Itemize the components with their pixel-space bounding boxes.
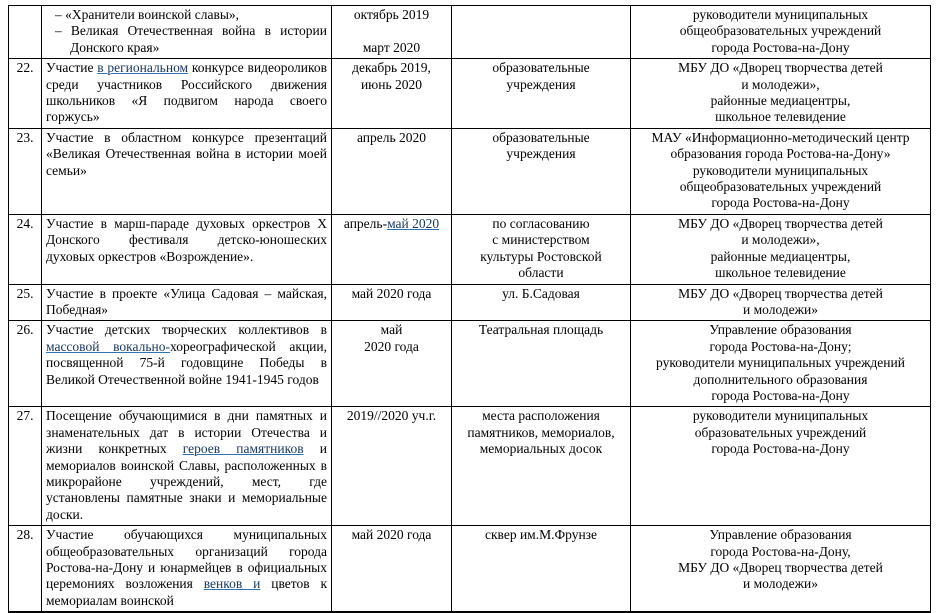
text-segment: май 2020 года bbox=[351, 285, 432, 301]
text-segment: руководители муниципальных bbox=[692, 162, 869, 178]
text-segment: Посещение обучающимися в дни памятных и знаменательных дат в истории Отечества и жизни конкретных bbox=[46, 408, 327, 457]
text-segment: города Ростова-на-Дону bbox=[711, 387, 850, 403]
text-segment: культуры Ростовской bbox=[480, 248, 602, 264]
text-segment: апрель 2020 bbox=[356, 129, 427, 145]
text-line bbox=[336, 286, 447, 302]
text-line bbox=[635, 40, 926, 56]
text-line bbox=[635, 232, 926, 248]
text-segment: города Ростова-на-Дону bbox=[711, 195, 850, 211]
text-line bbox=[635, 77, 926, 93]
text-line bbox=[635, 372, 926, 388]
table-row bbox=[9, 407, 931, 526]
text-line bbox=[456, 441, 626, 457]
text-line bbox=[456, 322, 626, 338]
text-segment: 2020 года bbox=[364, 338, 419, 354]
table-row bbox=[9, 6, 931, 59]
activity-plan-table bbox=[8, 5, 931, 613]
text-line bbox=[456, 527, 626, 543]
dates-cell bbox=[332, 59, 452, 129]
text-segment: мемориальных досок bbox=[479, 441, 603, 457]
text-line bbox=[456, 265, 626, 281]
text-line bbox=[336, 322, 447, 338]
text-segment: 2019//2020 уч.г. bbox=[346, 408, 437, 424]
table-row bbox=[9, 321, 931, 407]
text-line bbox=[336, 216, 447, 232]
text-segment: учреждения bbox=[506, 146, 576, 162]
text-segment: Участие в марш-параде духовых оркестров Х Донского фестиваля детско-юношеских духовых оркестров «Возрождение». bbox=[46, 215, 327, 264]
table-row bbox=[9, 214, 931, 284]
text-segment: учреждения bbox=[506, 76, 576, 92]
activity-cell bbox=[42, 6, 332, 59]
text-line bbox=[635, 527, 926, 543]
place-cell bbox=[452, 128, 631, 214]
responsible-cell bbox=[631, 321, 931, 407]
text-segment: конкурсе видеороликов среди участников Российского движения школьников «Я подвигом народа своего горжусь» bbox=[46, 60, 327, 125]
text-segment: руководители муниципальных учреждений bbox=[656, 355, 905, 371]
text-segment: Управление образования bbox=[709, 527, 852, 543]
row-number-cell: 28. bbox=[9, 526, 42, 613]
text-line bbox=[336, 130, 447, 146]
activity-cell bbox=[42, 321, 332, 407]
text-segment: июнь 2020 bbox=[360, 76, 423, 92]
activity-cell bbox=[42, 59, 332, 129]
text-segment: Управление образования bbox=[709, 322, 852, 338]
text-line bbox=[456, 408, 626, 424]
responsible-cell bbox=[631, 214, 931, 284]
text-segment: МАУ «Информационно-методический центр bbox=[651, 129, 910, 145]
text-segment: образования города Ростова-на-Дону» bbox=[670, 146, 891, 162]
text-line bbox=[456, 60, 626, 76]
dates-cell bbox=[332, 128, 452, 214]
text-line bbox=[336, 527, 447, 543]
inserted-text-segment: в региональном bbox=[97, 60, 189, 76]
text-line bbox=[336, 77, 447, 93]
text-segment: общеобразовательных учреждений bbox=[679, 23, 882, 39]
text-line bbox=[635, 109, 926, 125]
text-segment: хореографической акции, посвященной 75-й годовщине Победы в Великой Отечественной войне 1941-1945 годов bbox=[46, 338, 327, 387]
text-segment: образовательных учреждений bbox=[694, 424, 867, 440]
text-segment: май 2020 года bbox=[351, 527, 432, 543]
row-number-cell: 25. bbox=[9, 284, 42, 321]
text-segment: МБУ ДО «Дворец творчества детей bbox=[678, 560, 883, 575]
text-segment: май bbox=[380, 322, 403, 338]
text-segment: места расположения bbox=[482, 408, 600, 424]
dates-cell bbox=[332, 407, 452, 526]
text-segment: образовательные bbox=[492, 129, 590, 145]
table-row bbox=[9, 128, 931, 214]
place-cell bbox=[452, 284, 631, 321]
text-segment: города Ростова-на-Дону bbox=[711, 441, 850, 457]
dates-cell bbox=[332, 526, 452, 613]
text-line bbox=[46, 60, 327, 126]
text-segment: цветов к мемориалам воинской bbox=[46, 576, 328, 608]
row-number-cell: 22. bbox=[9, 59, 42, 129]
text-line bbox=[635, 216, 926, 232]
text-line bbox=[46, 130, 327, 179]
activity-cell bbox=[42, 214, 332, 284]
text-segment: дополнительного образования bbox=[693, 371, 868, 387]
inserted-text-segment: массовой вокально- bbox=[46, 338, 170, 354]
responsible-cell bbox=[631, 59, 931, 129]
text-segment: сквер им.М.Фрунзе bbox=[484, 527, 598, 543]
row-number-cell: 27. bbox=[9, 407, 42, 526]
text-line bbox=[456, 232, 626, 248]
row-number-cell: 24. bbox=[9, 214, 42, 284]
text-line bbox=[635, 7, 926, 23]
text-line bbox=[336, 60, 447, 76]
text-line bbox=[635, 146, 926, 162]
text-line bbox=[635, 544, 926, 560]
dates-cell bbox=[332, 6, 452, 59]
responsible-cell bbox=[631, 284, 931, 321]
place-cell bbox=[452, 6, 631, 59]
text-line bbox=[635, 322, 926, 338]
text-segment: школьное телевидение bbox=[715, 109, 846, 125]
text-segment: октябрь 2019 bbox=[353, 7, 430, 22]
text-segment: и молодежи» bbox=[743, 301, 818, 317]
text-segment: и молодежи», bbox=[741, 76, 820, 92]
text-segment: с министерством bbox=[492, 232, 590, 248]
text-line bbox=[46, 216, 327, 265]
place-cell bbox=[452, 407, 631, 526]
text-segment: и молодежи», bbox=[741, 232, 820, 248]
text-segment: области bbox=[518, 265, 564, 281]
row-number-cell: 23. bbox=[9, 128, 42, 214]
row-number-cell bbox=[9, 6, 42, 59]
text-segment: и мемориалов воинской Славы, расположенных в микрорайоне учреждений, мест, где установлены памятные знаки и мемориальные доски. bbox=[46, 441, 327, 522]
activity-cell bbox=[42, 526, 332, 613]
text-line bbox=[635, 388, 926, 404]
text-line bbox=[635, 425, 926, 441]
text-line bbox=[336, 408, 447, 424]
text-segment: Театральная площадь bbox=[478, 322, 604, 338]
inserted-text-segment: май 2020 bbox=[387, 215, 440, 231]
responsible-cell bbox=[631, 526, 931, 613]
text-segment: декабрь 2019, bbox=[352, 60, 431, 76]
text-segment: руководители муниципальных bbox=[692, 7, 869, 22]
text-line bbox=[336, 7, 447, 23]
text-segment: и молодежи» bbox=[743, 576, 818, 592]
text-segment: март 2020 bbox=[362, 39, 421, 55]
text-line bbox=[456, 216, 626, 232]
text-line bbox=[336, 40, 447, 56]
text-segment: МБУ ДО «Дворец творчества детей bbox=[678, 285, 883, 301]
responsible-cell bbox=[631, 6, 931, 59]
text-line bbox=[635, 130, 926, 146]
place-cell bbox=[452, 59, 631, 129]
text-line bbox=[456, 146, 626, 162]
text-line bbox=[635, 576, 926, 592]
text-segment: – Великая Отечественная война в истории Донского края» bbox=[55, 23, 327, 55]
activity-cell bbox=[42, 407, 332, 526]
text-line bbox=[635, 339, 926, 355]
text-segment: образовательные bbox=[492, 60, 590, 76]
table-row bbox=[9, 526, 931, 613]
text-segment: школьное телевидение bbox=[715, 265, 846, 281]
text-segment: города Ростова-на-Дону, bbox=[710, 543, 851, 559]
text-line bbox=[456, 77, 626, 93]
text-segment: Участие в проекте «Улица Садовая – майская, Победная» bbox=[46, 285, 327, 317]
text-segment: по согласованию bbox=[492, 215, 590, 231]
text-line bbox=[635, 265, 926, 281]
text-line bbox=[456, 249, 626, 265]
text-line bbox=[635, 179, 926, 195]
text-line bbox=[635, 441, 926, 457]
text-line bbox=[635, 249, 926, 265]
text-segment: общеобразовательных учреждений bbox=[679, 179, 882, 195]
inserted-text-segment: венков и bbox=[203, 576, 261, 592]
dates-cell bbox=[332, 214, 452, 284]
text-line bbox=[635, 23, 926, 39]
text-segment: – «Хранители воинской славы», bbox=[55, 7, 240, 22]
responsible-cell bbox=[631, 407, 931, 526]
text-segment: Участие bbox=[46, 60, 98, 76]
responsible-cell bbox=[631, 128, 931, 214]
dates-cell bbox=[332, 321, 452, 407]
table-body bbox=[9, 6, 931, 613]
text-line bbox=[635, 355, 926, 371]
text-line bbox=[456, 286, 626, 302]
table-row bbox=[9, 59, 931, 129]
text-segment: ул. Б.Садовая bbox=[502, 285, 580, 301]
text-line bbox=[46, 7, 327, 23]
text-line bbox=[336, 23, 447, 39]
text-segment: МБУ ДО «Дворец творчества детей bbox=[678, 215, 883, 231]
text-segment: Участие обучающихся муниципальных общеобразовательных организаций города Ростова-на-Дону и юнармейцев в официальных церемониях возложения bbox=[46, 527, 327, 592]
text-line bbox=[635, 60, 926, 76]
activity-cell bbox=[42, 128, 332, 214]
text-segment: МБУ ДО «Дворец творчества детей bbox=[678, 60, 883, 76]
dates-cell bbox=[332, 284, 452, 321]
place-cell bbox=[452, 321, 631, 407]
text-line bbox=[46, 286, 327, 319]
text-segment: районные медиацентры, bbox=[710, 93, 851, 109]
text-line bbox=[46, 527, 327, 609]
text-line bbox=[635, 195, 926, 211]
text-line bbox=[46, 23, 327, 56]
row-number-cell: 26. bbox=[9, 321, 42, 407]
place-cell bbox=[452, 214, 631, 284]
text-line bbox=[456, 425, 626, 441]
text-line bbox=[46, 322, 327, 388]
text-segment: районные медиацентры, bbox=[710, 248, 851, 264]
text-line bbox=[635, 163, 926, 179]
text-line bbox=[336, 339, 447, 355]
text-segment: памятников, мемориалов, bbox=[467, 424, 615, 440]
text-line bbox=[635, 93, 926, 109]
text-segment: Участие детских творческих коллективов в bbox=[46, 322, 327, 338]
activity-cell bbox=[42, 284, 332, 321]
text-line bbox=[635, 560, 926, 576]
text-line bbox=[635, 408, 926, 424]
text-segment: руководители муниципальных bbox=[692, 408, 869, 424]
text-line bbox=[635, 302, 926, 318]
text-line bbox=[456, 130, 626, 146]
text-line bbox=[46, 408, 327, 523]
text-segment: города Ростова-на-Дону; bbox=[709, 338, 852, 354]
table-row bbox=[9, 284, 931, 321]
inserted-text-segment: героев памятников bbox=[182, 441, 304, 457]
text-segment: Участие в областном конкурсе презентаций «Великая Отечественная война в истории моей семьи» bbox=[46, 129, 327, 178]
place-cell bbox=[452, 526, 631, 613]
text-segment: города Ростова-на-Дону bbox=[711, 39, 850, 55]
text-segment: апрель- bbox=[343, 215, 388, 231]
text-line bbox=[635, 286, 926, 302]
